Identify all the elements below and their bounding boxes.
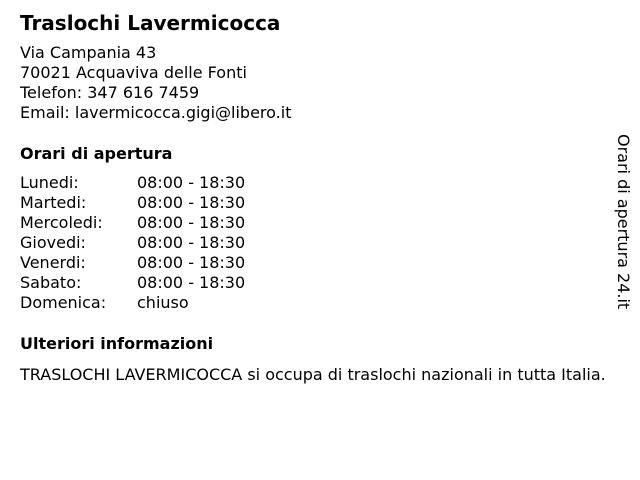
site-watermark: Orari di apertura 24.it — [614, 134, 633, 310]
time-value: 08:00 - 18:30 — [137, 193, 246, 212]
phone-number[interactable]: Telefon: 347 616 7459 — [20, 83, 200, 102]
day-label: Martedi: — [20, 193, 87, 212]
day-label: Venerdi: — [20, 253, 86, 272]
time-value: 08:00 - 18:30 — [137, 173, 246, 192]
hours-row-thursday — [20, 233, 245, 253]
contact-block — [20, 43, 291, 123]
hours-row-wednesday — [20, 213, 245, 233]
day-label: Lunedi: — [20, 173, 79, 192]
time-value: 08:00 - 18:30 — [137, 213, 246, 232]
opening-hours-heading: Orari di apertura — [20, 144, 173, 163]
opening-hours-table — [20, 173, 245, 313]
hours-row-friday — [20, 253, 245, 273]
email-address[interactable]: Email: lavermicocca.gigi@libero.it — [20, 103, 292, 122]
time-value: 08:00 - 18:30 — [137, 233, 246, 252]
address-city: 70021 Acquaviva delle Fonti — [20, 63, 247, 82]
more-info-heading: Ulteriori informazioni — [20, 334, 214, 353]
business-description: TRASLOCHI LAVERMICOCCA si occupa di traslochi nazionali in tutta Italia. — [20, 365, 606, 384]
time-value: chiuso — [137, 293, 189, 312]
hours-row-saturday — [20, 273, 245, 293]
day-label: Giovedi: — [20, 233, 86, 252]
day-label: Sabato: — [20, 273, 82, 292]
day-label: Mercoledi: — [20, 213, 103, 232]
time-value: 08:00 - 18:30 — [137, 253, 246, 272]
hours-row-sunday — [20, 293, 245, 313]
day-label: Domenica: — [20, 293, 107, 312]
time-value: 08:00 - 18:30 — [137, 273, 246, 292]
business-name: Traslochi Lavermicocca — [20, 11, 281, 35]
hours-row-tuesday — [20, 193, 245, 213]
address-street: Via Campania 43 — [20, 43, 157, 62]
hours-row-monday — [20, 173, 245, 193]
